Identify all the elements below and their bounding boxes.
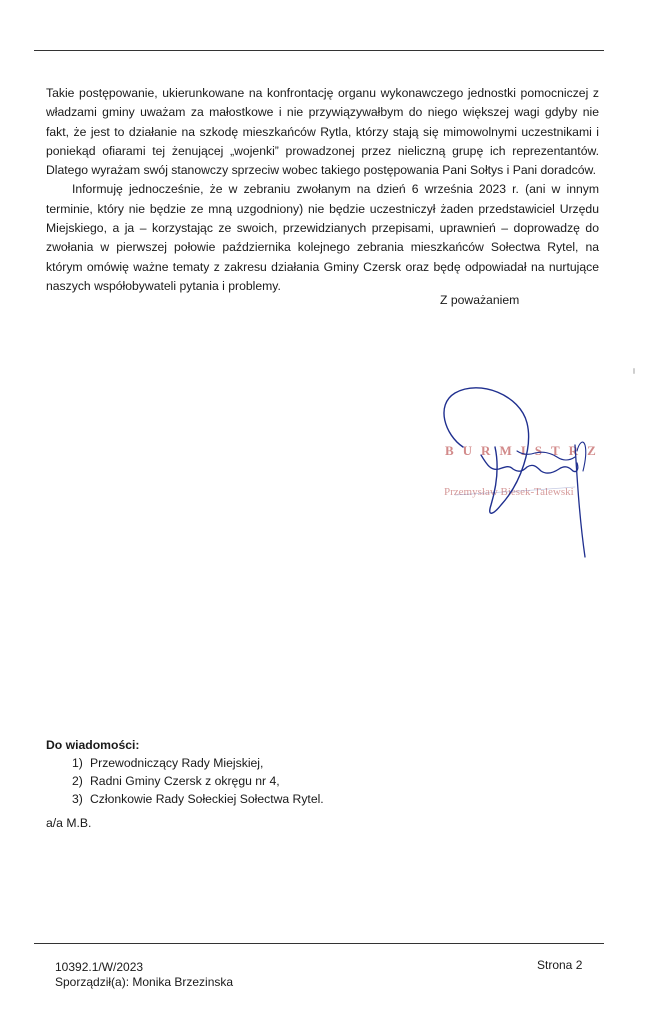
list-text: Radni Gminy Czersk z okręgu nr 4, [90,774,280,788]
paragraph-2: Informuję jednocześnie, że w zebraniu zwołanym na dzień 6 września 2023 r. (ani w innym terminie, który nie będzie ze mną uzgodniony) nie będzie uczestniczył żaden przedstawiciel Urzędu Miejskiego, a ja – korzystając ze swoich, przewidzianych przepisami, uprawnień – doprowadzę do zwołania w pierwszej połowie października kolejnego zebrania mieszkańców Sołectwa Rytel, na którym omówię ważne tematy z zakresu działania Gminy Czersk oraz będę odpowiadał na nurtujące naszych współobywateli pytania i problemy. [46,182,599,293]
stamp-title: BURMISTRZ [445,443,605,458]
closing-salutation: Z poważaniem [440,293,520,307]
list-item [46,790,324,808]
paragraph-1: Takie postępowanie, ukierunkowane na konfrontację organu wykonawczego jednostki pomocniczej z władzami gminy uważam za małostkowe i nie przywiązywałbym do niego większej wagi gdyby nie fakt, że jest to działanie na szkodę mieszkańców Rytla, którzy stają się mimowolnymi uczestnikami i poniekąd ofiarami tej żenującej „wojenki” prowadzonej przez nieliczną grupę ich reprezentantów. Dlatego wyrażam swój stanowczy sprzeciw wobec takiego postępowania Pani Sołtys i Pani doradców. [46,86,599,178]
footer-rule [34,943,604,944]
reference-number: 10392.1/W/2023 [55,960,144,974]
page-number: Strona 2 [537,958,583,972]
list-number: 2) [72,774,83,788]
letter-body [46,84,599,296]
distribution-list [46,736,324,808]
list-number: 1) [72,756,83,770]
header-rule [34,50,604,51]
list-number: 3) [72,792,83,806]
list-text: Przewodniczący Rady Miejskiej, [90,756,264,770]
scan-speck [633,368,635,374]
footer-info [55,960,233,990]
list-item [46,754,324,772]
list-text: Członkowie Rady Sołeckiej Sołectwa Rytel. [90,792,324,806]
recipients-list [46,754,324,808]
list-item [46,772,324,790]
stamp-name: Przemysław Biesek-Talewski [444,486,574,498]
author-initials: a/a M.B. [46,816,92,830]
prepared-by: Sporządził(a): Monika Brzezinska [55,975,234,989]
handwritten-signature [425,375,625,565]
distribution-title: Do wiadomości: [46,738,140,752]
